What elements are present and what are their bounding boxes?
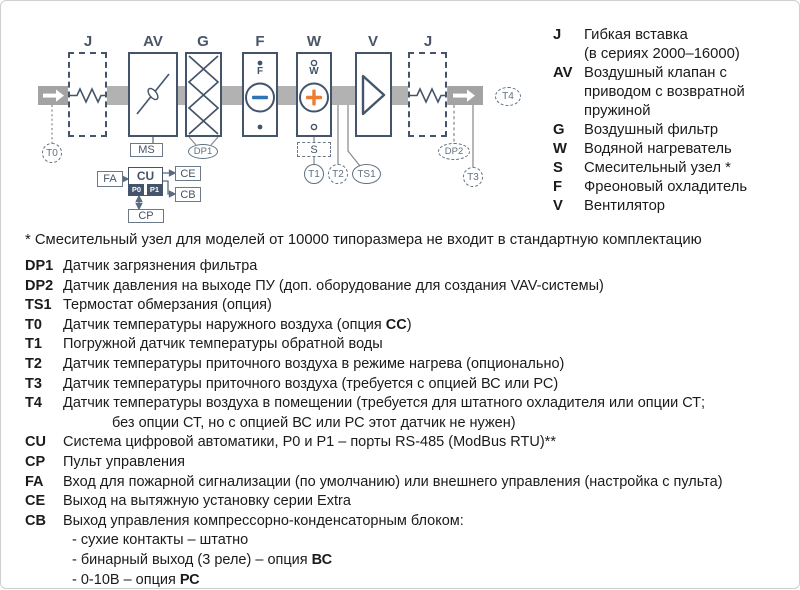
sensor-t4: T4 <box>495 87 521 106</box>
cooler-letter: F <box>244 66 276 77</box>
outlet-arrow-icon <box>453 94 467 98</box>
sensor-t2: T2 <box>328 164 348 184</box>
flexible-insert-outlet <box>408 52 447 137</box>
list-item: T4 Датчик температуры воздуха в помещении (требуется для штатного охладителя или опции СТ; <box>25 394 795 414</box>
list-subitem: - 0-10В – опция РС <box>25 571 795 590</box>
list-item: T0 Датчик температуры наружного воздуха (опция CC) <box>25 316 795 336</box>
legend-item: G Воздушный фильтр <box>553 121 799 140</box>
air-filter <box>185 52 222 137</box>
legend-item: J Гибкая вставка (в сериях 2000–16000) <box>553 26 799 64</box>
sensor-t3: T3 <box>463 167 483 187</box>
spring-icon <box>70 54 105 135</box>
heater-letter: W <box>298 66 330 77</box>
legend-item: W Водяной нагреватель <box>553 140 799 159</box>
list-item: CP Пульт управления <box>25 453 795 473</box>
cp-box: CP <box>128 209 164 223</box>
list-item: FA Вход для пожарной сигнализации (по умолчанию) или внешнего управления (настройка с пульта) <box>25 473 795 493</box>
dp1-line-left <box>189 137 196 145</box>
ms-actuator-box: MS <box>130 143 163 157</box>
flexible-insert-inlet <box>68 52 107 137</box>
mixing-unit-box: S <box>297 142 331 157</box>
list-item: T2 Датчик температуры приточного воздуха в режиме нагрева (опционально) <box>25 355 795 375</box>
sensor-t1: T1 <box>304 164 324 184</box>
label-f: F <box>255 33 264 50</box>
control-unit-box <box>128 167 163 196</box>
list-item-continuation: без опции СТ, но с опцией ВС или РС этот датчик не нужен) <box>25 414 795 434</box>
sensor-dp1: DP1 <box>188 144 218 159</box>
legend-item: F Фреоновый охладитель <box>553 178 799 197</box>
label-av: AV <box>143 33 163 50</box>
air-valve <box>128 52 178 137</box>
filter-icon <box>187 54 220 135</box>
inlet-arrow-icon <box>43 94 56 98</box>
fan <box>355 52 392 137</box>
abbreviation-list <box>25 257 795 590</box>
list-item: CB Выход управления компрессорно-конденсаторным блоком: <box>25 512 795 532</box>
sensor-dp2: DP2 <box>438 143 470 160</box>
legend-item: V Вентилятор <box>553 197 799 216</box>
component-legend <box>553 26 799 216</box>
list-item: T3 Датчик температуры приточного воздуха (требуется с опцией ВС или РС) <box>25 375 795 395</box>
sensor-ts1: TS1 <box>352 164 381 184</box>
list-item: DP2 Датчик давления на выходе ПУ (доп. оборудование для создания VAV-системы) <box>25 277 795 297</box>
list-item: TS1 Термостат обмерзания (опция) <box>25 296 795 316</box>
freon-cooler <box>242 52 278 137</box>
list-item: T1 Погружной датчик температуры обратной воды <box>25 335 795 355</box>
cb-box: CB <box>175 187 201 202</box>
label-v: V <box>368 33 378 50</box>
label-g: G <box>197 33 209 50</box>
legend-item: S Смесительный узел * <box>553 159 799 178</box>
water-heater <box>296 52 332 137</box>
list-item: CE Выход на вытяжную установку серии Extra <box>25 492 795 512</box>
list-subitem: - сухие контакты – штатно <box>25 531 795 551</box>
port-p0: P0 <box>129 184 144 195</box>
label-j-inlet: J <box>84 33 92 50</box>
label-j-outlet: J <box>424 33 432 50</box>
port-p1: P1 <box>147 184 162 195</box>
list-item: DP1 Датчик загрязнения фильтра <box>25 257 795 277</box>
list-subitem: - бинарный выход (3 реле) – опция ВС <box>25 551 795 571</box>
label-w: W <box>307 33 321 50</box>
legend-item: AV Воздушный клапан с приводом с возвратной пружиной <box>553 64 799 121</box>
ce-box: CE <box>175 166 201 181</box>
fan-icon <box>357 54 390 135</box>
dp1-line-right <box>211 137 218 145</box>
sensor-t0: T0 <box>42 143 62 163</box>
mixing-unit-footnote: * Смесительный узел для моделей от 10000 типоразмера не входит в стандартную комплектацию <box>25 232 795 248</box>
fa-box: FA <box>97 171 123 187</box>
list-item: CU Система цифровой автоматики, P0 и P1 – порты RS-485 (ModBus RTU)** <box>25 433 795 453</box>
damper-icon <box>130 54 176 135</box>
cu-label: CU <box>129 169 162 183</box>
spring-icon <box>410 54 445 135</box>
